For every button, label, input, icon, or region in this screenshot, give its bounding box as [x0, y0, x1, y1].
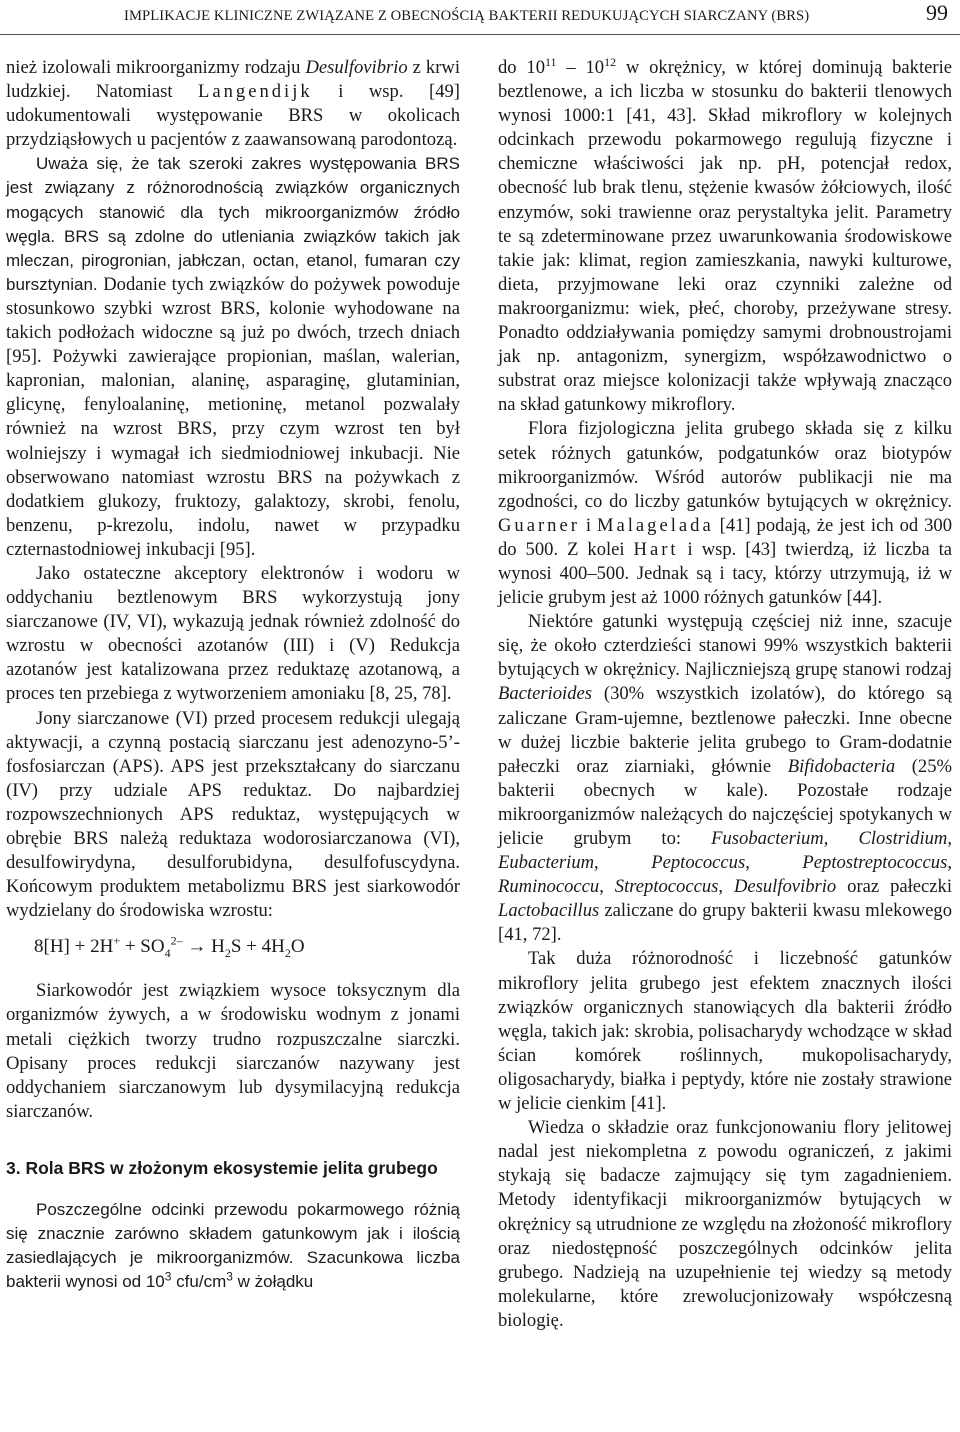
paragraph-colon-bacteria-count: do $10^{11} - 10^{12}$ w okrężnicy, w której dominują bakterie beztlenowe, a ich liczba w stosunku do bakterii tlenowych wynosi 1000:1 [41, 43]. Skład mikroflory w kolejnych odcinkach przewodu pokarmowego regulują fizyczne i chemiczne właściwości jak np. pH, potencjał redox, obecność lub brak tlenu, stężenie kwasów żółciowych, ilość enzymów, soki trawienne oraz perystaltyka jelit. Parametry te są zdeterminowane przez uwarunkowania środowiskowe takie jak: klimat, region zamieszkania, nawyki kulturowe, dieta, przyjmowane leki oraz czynniki zależne od makroorganizmu: wiek, płeć, choroby, przeżywane stresy. Ponadto oddziaływania pomiędzy samymi drobnoustrojami jak np. antagonizm, synergizm, współzawodnictwo o substrat oraz miejsce kolonizacji także wpływają znacząco na skład gatunkowy mikroflory.: [498, 54, 952, 416]
paragraph-dominant-genera: Niektóre gatunki występują częściej niż inne, szacuje się, że około czterdzieści stanowi 99% wszystkich bakterii bytujących w okrężnicy. Najliczniejszą grupę stanowi rodzaj Bacterioides (30% wszystkich izolatów), do którego są zaliczane Gram-ujemne, beztlenowe pałeczki. Inne obecne w dużej liczbie bakterie jelita grubego to Gram-dodatnie pałeczki oraz ziarniaki, głównie Bifidobacteria (25% bakterii obecnych w kale). Pozostałe rodzaje mikroorganizmów należących do najczęściej spotykanych w jelicie grubym to: Fusobacterium, Clostridium, Eubacterium, Peptococcus, Peptostreptococcus, Ruminococcu, Streptococcus, Desulfovibrio oraz pałeczki Lactobacillus zaliczane do grupy bakterii kwasu mlekowego [41, 72].: [498, 611, 953, 946]
paragraph-knowledge-limits: Wiedza o składzie oraz funkcjonowaniu flory jelitowej nadal jest niekompletna z powodu ograniczeń, z jakimi stykają się badacze zajmujący się tym zagadnieniem. Metody identyfikacji mikroorganizmów bytujących w okrężnicy są utrudnione ze względu na złożoność mikroflory oraz niedostępność poszczególnych odcinków jelita grubego. Nadzieją na uzupełnienie tej wiedzy są metody molekularne, które zrewolucjonizowały współczesną biologię.: [498, 1117, 952, 1331]
author-name: Malagelada: [596, 514, 714, 536]
paragraph-hydrogen-sulfide: Siarkowodór jest związkiem wysoce toksycznym dla organizmów żywych, a w środowisku wodnym z jonami metali ciężkich tworzy trudno rozpuszczalne siarczki. Opisany proces redukcji siarczanów nazywany jest oddychaniem siarczanowym lub dysymilacyjną redukcja siarczanów.: [6, 980, 460, 1122]
page-header: [0, 0, 960, 34]
genus-name: Desulfovibrio: [733, 876, 837, 898]
genus-name: Ruminococcu: [498, 876, 600, 898]
left-column: [6, 56, 460, 1294]
genus-name: Bifidobacteria: [787, 755, 896, 777]
author-name: Guarner: [498, 514, 580, 536]
genus-name: Bacterioides: [498, 683, 592, 705]
section-heading: 3. Rola BRS w złożonym ekosystemie jelita grubego: [6, 1157, 438, 1178]
arrow-icon: →: [182, 936, 212, 958]
page-number: 99: [926, 0, 948, 25]
paragraph-carbon-diversity: Tak duża różnorodność i liczebność gatunków mikroflory jelita grubego jest efektem znacznych ilości związków organicznych stanowiących dla bakterii źródło węgla, takich jak: skrobia, polisacharydy wchodzące w skład ścian komórek roślinnych, mukopolisacharydy, oligosacharydy, białka i peptydy, które nie zostały strawione w jelicie cienkim [41].: [498, 948, 952, 1115]
genus-name: Streptococcus: [614, 876, 719, 898]
chemical-equation: $8[H] + 2H^+ + SO_4^{2-} \to H_2S + 4H_2O$: [34, 934, 305, 961]
genus-name: Fusobacterium: [711, 828, 824, 849]
header-rule: [0, 34, 960, 35]
paragraph-sulfate-activation: Jony siarczanowe (VI) przed procesem redukcji ulegają aktywacji, a czynną postacią siarczanu jest adenozyno-5’-fosfosiarczan (APS). APS jest przekształcany do siarczanu (IV) przy udziale APS reduktaz. Do najbardziej rozpowszechnionych APS reduktaz, występujących w obrębie BRS należą reduktaza wodorosiarczanowa (VI), desulfowirydyna, desulforubidyna, desulfofuscydyna. Końcowym produktem metabolizmu BRS jest siarkowodór wydzielany do środowiska wzrostu:: [6, 707, 460, 922]
paragraph-electron-acceptors: Jako ostateczne akceptory elektronów i wodoru w oddychaniu beztlenowym BRS wykorzystują jony siarczanowe (IV, VI), wykazują jednak również zdolność do wzrostu w obecności azotanów (III) i (V) Redukcja azotanów jest katalizowana przez reduktazę azotanową, a proces ten przebiega z wytworzeniem amoniaku [8, 25, 78].: [6, 562, 460, 705]
paragraph-species-count: Flora fizjologiczna jelita grubego składa się z kilku setek różnych gatunków, podgatunków oraz biotypów mikroorganizmów. Wśród autorów publikacji nie ma zgodności, co do liczby gatunków bytujących w okrężnicy. Guarner i Malagelada [41] podają, że jest ich od 300 do 500. Z kolei Hart i wsp. [43] twierdzą, iż liczba ta wynosi 400–500. Jednak są i tacy, którzy utrzymują, iż w jelicie grubym jest aż 1000 różnych gatunków [44].: [498, 418, 953, 609]
paragraph-gut-sections: Poszczególne odcinki przewodu pokarmowego różnią się znacznie zarówno składem gatunkowym jak i ilością zasiedlających je mikroorganizmów. Szacunkowa liczba bakterii wynosi od $10^3$ cfu/$cm^3$ w żołądku: [6, 1200, 460, 1292]
genus-name: Lactobacillus: [498, 900, 600, 922]
genus-name: Clostridium: [858, 828, 948, 849]
right-column: [498, 56, 952, 1333]
genus-name: Desulfovibrio: [305, 57, 408, 78]
author-name: Hart: [633, 538, 679, 560]
running-title: IMPLIKACJE KLINICZNE ZWIĄZANE Z OBECNOŚCIĄ BAKTERII REDUKUJĄCYCH SIARCZANY (BRS): [124, 8, 810, 24]
author-name: Langendijk: [198, 81, 313, 103]
paragraph-continuation: nież izolowali mikroorganizmy rodzaju Desulfovibrio z krwi ludzkiej. Natomiast Langendijk i wsp. [49] udokumentowali występowanie BRS w okolicach przydziąsłowych u pacjentów z zaawansowaną parodontozą.: [6, 57, 460, 151]
genus-name: Peptostreptococcus: [802, 852, 948, 874]
paragraph-carbon-sources: Uważa się, że tak szeroki zakres występowania BRS jest związany z różnorodnością związków organicznych mogących stanowić dla tych mikroorganizmów źródło węgla. BRS są zdolne do utleniania związków takich jak mleczan, pirogronian, jabłczan, octan, etanol, fumaran czy bursztynian. Dodanie tych związków do pożywek powoduje stosunkowo szybki wzrost BRS, kolonie wyhodowane na takich podłożach widoczne są już po dwóch, trzech dniach [95]. Pożywki zawierające propionian, maślan, walerian, kapronian, malonian, alaninę, asparaginę, glutaminian, glicynę, fenyloalaninę, metioninę, metanol pozwalały również na wzrost BRS, przy czym wzrost ten był wolniejszy i wymagał ich siedmiodniowej inkubacji. Nie obserwowano natomiast wzrostu BRS na pożywkach z dodatkiem glukozy, fruktozy, galaktozy, skrobi, fenolu, benzenu, p-krezolu, indolu, nawet w przypadku czternastodniowej inkubacji [95].: [6, 154, 460, 560]
genus-name: Eubacterium: [498, 852, 595, 874]
genus-name: Peptococcus: [651, 852, 746, 874]
